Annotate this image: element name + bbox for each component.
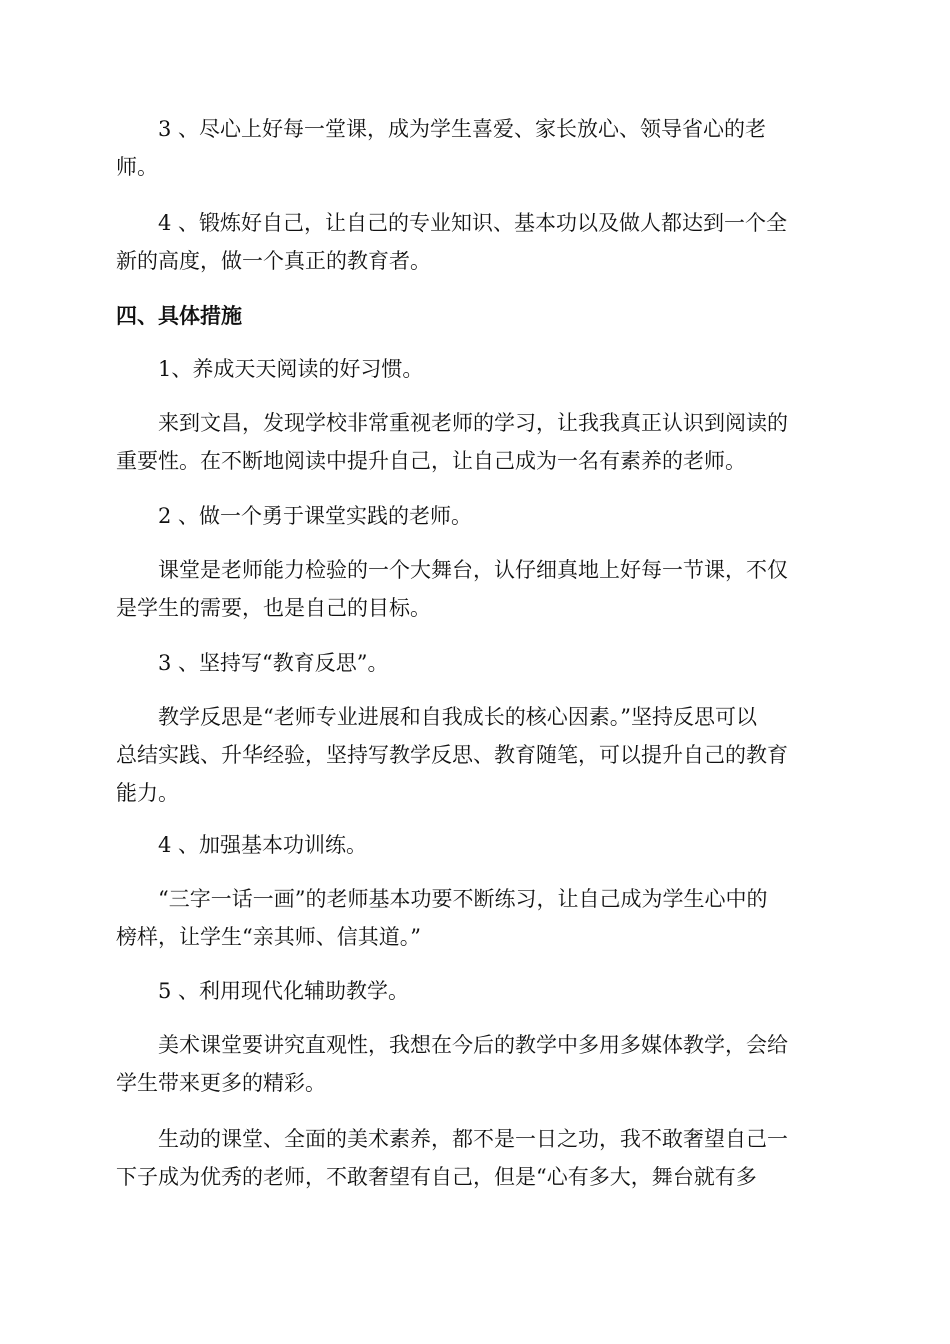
text-line: “三字一话一画”的老师基本功要不断练习，让自己成为学生心中的 xyxy=(158,887,768,911)
text-line: 师。 xyxy=(116,155,158,179)
text-line: 课堂是老师能力检验的一个大舞台，认仔细真地上好每一节课，不仅 xyxy=(158,558,788,582)
text-line: 1、养成天天阅读的好习惯。 xyxy=(158,357,424,381)
text-line: 5 、利用现代化辅助教学。 xyxy=(158,979,410,1003)
text-line: 下子成为优秀的老师，不敢奢望有自己，但是“心有多大，舞台就有多 xyxy=(116,1165,757,1189)
measure-2-body xyxy=(116,551,838,627)
text-line: 榜样，让学生“亲其师、信其道。” xyxy=(116,925,421,949)
text-line: 美术课堂要讲究直观性，我想在今后的教学中多用多媒体教学，会给 xyxy=(158,1033,788,1057)
text-line: 3 、尽心上好每一堂课，成为学生喜爱、家长放心、领导省心的老 xyxy=(158,117,767,141)
measure-3-body xyxy=(116,698,838,812)
section-heading: 四、具体措施 xyxy=(116,304,242,328)
measure-1-body xyxy=(116,404,838,480)
measure-3-title xyxy=(116,644,838,682)
measure-4-title xyxy=(116,826,838,864)
goal-paragraph-3 xyxy=(116,110,838,186)
measure-5-body xyxy=(116,1026,838,1102)
measure-4-body xyxy=(116,880,838,956)
text-line: 4 、锻炼好自己，让自己的专业知识、基本功以及做人都达到一个全 xyxy=(158,211,788,235)
text-line: 教学反思是“老师专业进展和自我成长的核心因素。”坚持反思可以 xyxy=(158,705,757,729)
text-line: 总结实践、升华经验，坚持写教学反思、教育随笔，可以提升自己的教育 xyxy=(116,743,788,767)
closing-paragraph xyxy=(116,1120,838,1196)
text-line: 是学生的需要，也是自己的目标。 xyxy=(116,596,431,620)
text-line: 能力。 xyxy=(116,781,179,805)
measure-1-title xyxy=(116,350,838,388)
text-line: 2 、做一个勇于课堂实践的老师。 xyxy=(158,504,473,528)
text-line: 学生带来更多的精彩。 xyxy=(116,1071,326,1095)
measure-2-title xyxy=(116,497,838,535)
text-line: 生动的课堂、全面的美术素养，都不是一日之功，我不敢奢望自己一 xyxy=(158,1127,788,1151)
text-line: 来到文昌，发现学校非常重视老师的学习，让我我真正认识到阅读的 xyxy=(158,411,788,435)
text-line: 重要性。在不断地阅读中提升自己，让自己成为一名有素养的老师。 xyxy=(116,449,746,473)
goal-paragraph-4 xyxy=(116,204,838,280)
text-line: 4 、加强基本功训练。 xyxy=(158,833,368,857)
text-line: 新的高度，做一个真正的教育者。 xyxy=(116,249,431,273)
text-line: 3 、坚持写“教育反思”。 xyxy=(158,651,389,675)
measure-5-title xyxy=(116,972,838,1010)
